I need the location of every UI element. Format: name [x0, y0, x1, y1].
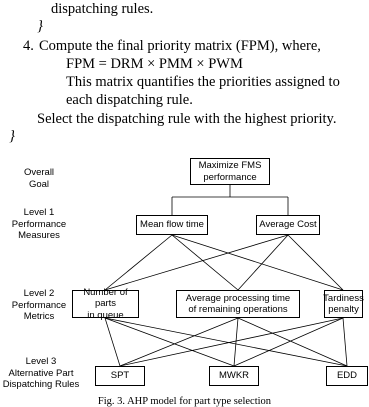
step-4-number: 4.: [23, 38, 34, 54]
level-label-1: Level 1 Performance Measures: [11, 207, 67, 241]
edge-avgproc-mwkr: [234, 318, 238, 366]
edge-avgproc-edd: [238, 318, 347, 366]
edge-avgcost-tardiness: [288, 235, 343, 290]
fpm-formula: FPM = DRM × PMM × PWM: [66, 56, 243, 72]
description-line-2: each dispatching rule.: [66, 92, 193, 108]
edge-tardiness-edd: [343, 318, 347, 366]
edge-avgcost-avgproc: [238, 235, 288, 290]
step-4-text: Compute the final priority matrix (FPM), where,: [39, 38, 321, 54]
text-line-dispatching-rules: dispatching rules.: [51, 1, 154, 17]
node-tardiness-penalty: Tardiness penalty: [324, 290, 363, 318]
level-label-2: Level 2 Performance Metrics: [11, 288, 67, 322]
closing-brace-2: }: [9, 128, 15, 144]
node-spt: SPT: [95, 366, 145, 386]
level-label-3: Level 3 Alternative Part Dispatching Rules: [2, 356, 80, 390]
node-edd: EDD: [326, 366, 368, 386]
edge-avgproc-spt: [120, 318, 238, 366]
edge-numparts-mwkr: [105, 318, 234, 366]
description-line-1: This matrix quantifies the priorities assigned to: [66, 74, 340, 90]
node-mean-flow-time: Mean flow time: [136, 215, 208, 235]
node-average-cost: Average Cost: [256, 215, 320, 235]
edge-tardiness-mwkr: [234, 318, 343, 366]
closing-brace-1: }: [37, 18, 43, 34]
node-mwkr: MWKR: [209, 366, 259, 386]
edge-numparts-spt: [105, 318, 120, 366]
edge-meanflow-avgproc: [172, 235, 238, 290]
select-rule-line: Select the dispatching rule with the highest priority.: [37, 111, 337, 127]
node-number-of-parts: Number of parts in queue: [72, 290, 139, 318]
node-goal: Maximize FMS performance: [190, 158, 270, 185]
figure-caption: Fig. 3. AHP model for part type selection: [97, 396, 272, 407]
edge-meanflow-numparts: [105, 235, 172, 290]
level-label-goal: Overall Goal: [23, 167, 55, 190]
node-avg-processing-time: Average processing time of remaining operations: [176, 290, 300, 318]
